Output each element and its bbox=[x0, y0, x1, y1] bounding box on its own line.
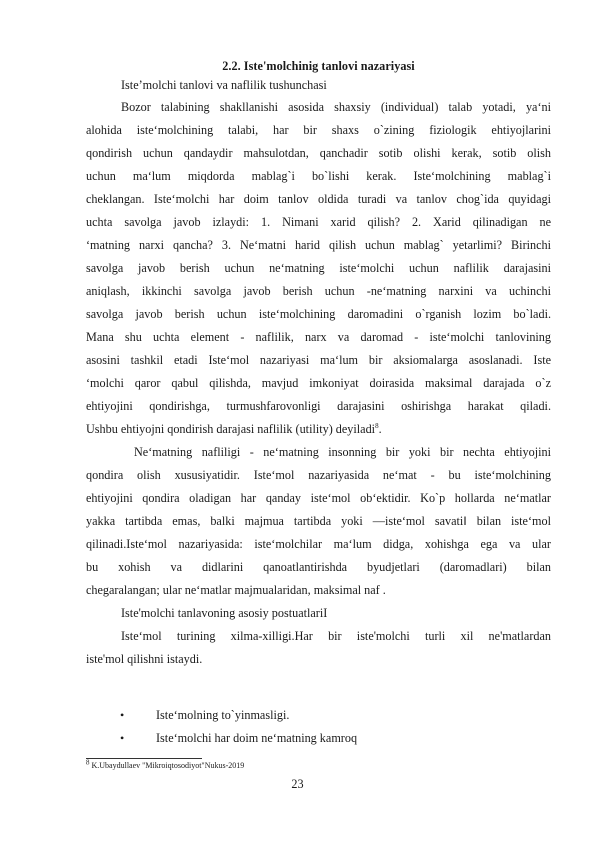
paragraph-line: qondirish uchun qandaydir mahsulotdan, qanchadir sotib olishi kerak, sotib olish bbox=[86, 146, 551, 160]
paragraph-line: yakka tartibda emas, balki majmua tartibda yoki ―iste‘mol savati‖ bilan iste‘mol bbox=[86, 514, 551, 528]
paragraph-line: savolga javob berish uchun iste‘molchining daromadini o`rganish lozim bo`ladi. bbox=[86, 307, 551, 321]
section-heading: 2.2. Iste'molchinig tanlovi nazariyasi bbox=[222, 59, 415, 73]
paragraph-line: Ne‘matning nafliligi - ne‘matning insonning bir yoki bir nechta ehtiyojini bbox=[134, 445, 551, 459]
paragraph-line: ehtiyojini qondira oladigan har qanday iste‘mol ob‘ektidir. Ko`p hollarda ne‘matlar bbox=[86, 491, 551, 505]
paragraph-line: iste'mol qilishni istaydi. bbox=[86, 652, 203, 666]
paragraph-last-line bbox=[86, 422, 551, 437]
paragraph-line: Bozor talabining shakllanishi asosida shaxsiy (individual) talab yotadi, ya‘ni bbox=[121, 100, 551, 114]
bullet-icon: • bbox=[120, 731, 125, 745]
paragraph-line: savolga javob berish uchun ne‘matning iste‘molchi uchun naflilik darajasini bbox=[86, 261, 551, 275]
paragraph-line: alohida iste‘molchining talabi, har bir shaxs o`zining fiziologik ehtiyojlarini bbox=[86, 123, 551, 137]
paragraph-line: chegaralangan; ular ne‘matlar majmualaridan, maksimal naf . bbox=[86, 583, 386, 597]
page-number: 23 bbox=[291, 777, 304, 791]
paragraph-line: bu xohish va didlarini qanoatlantirishda byudjetlari (daromadlari) bilan bbox=[86, 560, 551, 574]
paragraph-line: Iste‘mol turining xilma-xilligi.Har bir iste'molchi turli xil ne'matlardan bbox=[121, 629, 551, 643]
paragraph-line: asosini tashkil etadi Iste‘mol nazariyasi ma‘lum bir aksiomalarga asoslanadi. Iste bbox=[86, 353, 551, 367]
footnote-text: K.Ubaydullaev "Mikroiqtosodiyot"Nukus-2019 bbox=[89, 761, 245, 770]
footnote bbox=[86, 758, 245, 770]
footnote-number: 8 bbox=[86, 758, 90, 767]
bullet-item: Iste‘molning to`yinmasligi. bbox=[156, 708, 290, 722]
paragraph-line: ehtiyojini qondirishga, turmushfarovonligi darajasini oshirishga harakat qiladi. bbox=[86, 399, 551, 413]
footnote-marker: 8 bbox=[375, 421, 379, 430]
paragraph-line: aniqlash, ikkinchi savolga javob berish uchun -ne‘matning narxini va uchinchi bbox=[86, 284, 551, 298]
postulates-title: Iste'molchi tanlavoning asosiy postuatlariI bbox=[121, 606, 328, 620]
paragraph-end: . bbox=[378, 422, 382, 436]
paragraph-line: ‘molchi qaror qabul qilishda, mavjud imkoniyat doirasida maksimal darajada o`z bbox=[86, 376, 551, 390]
paragraph-line-text: Ushbu ehtiyojni qondirish darajasi naflilik (utility) deyiladi bbox=[86, 422, 376, 436]
bullet-item: Iste‘molchi har doim ne‘matning kamroq bbox=[156, 731, 358, 745]
paragraph-line: Mana shu uchta element - naflilik, narx va daromad - iste‘molchi tanlovining bbox=[86, 330, 551, 344]
paragraph-line: qilinadi.Iste‘mol nazariyasida: iste‘molchilar ma‘lum didga, xohishga ega va ular bbox=[86, 537, 551, 551]
subheading: Iste’molchi tanlovi va naflilik tushunchasi bbox=[121, 78, 327, 92]
bullet-icon: • bbox=[120, 708, 125, 722]
paragraph-line: qondira olish xususiyatidir. Iste‘mol nazariyasida ne‘mat - bu iste‘molchining bbox=[86, 468, 551, 482]
paragraph-line: uchun ma‘lum miqdorda mablag`i bo`lishi kerak. Iste‘molchining mablag`i bbox=[86, 169, 551, 183]
paragraph-line: ‘matning narxi qancha? 3. Ne‘matni harid qilish uchun mablag` yetarlimi? Birinchi bbox=[86, 238, 551, 252]
footnote-separator bbox=[86, 758, 202, 759]
paragraph-line: uchta savolga javob izlaydi: 1. Nimani xarid qilish? 2. Xarid qilinadigan ne bbox=[86, 215, 551, 229]
paragraph-line: cheklangan. Iste‘molchi har doim tanlov oldida turadi va tanlov chog`ida quyidagi bbox=[86, 192, 551, 206]
